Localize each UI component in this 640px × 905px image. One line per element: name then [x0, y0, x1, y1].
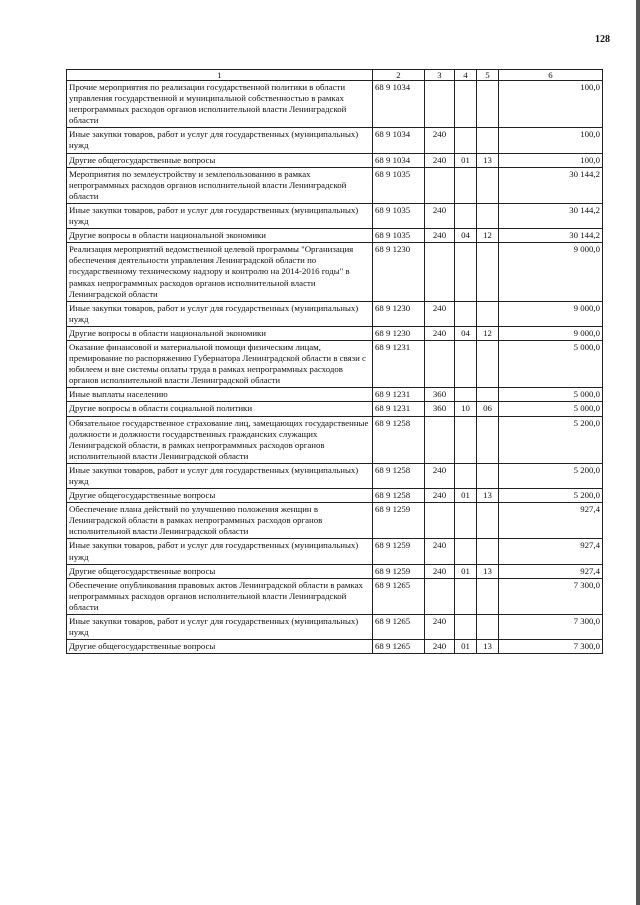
- row-amount-cell: 7 300,0: [499, 578, 603, 614]
- row-name-cell: Обязательное государственное страхование лиц, замещающих государственные должности и должности государственных гражданских служащих Ленинградской области, в рамках непрограммных расходов органов исполнительной власти Ленинградской области: [67, 416, 373, 463]
- row-subsection-cell: [477, 539, 499, 564]
- row-name-cell: Другие общегосударственные вопросы: [67, 153, 373, 167]
- scan-edge-shadow: [636, 0, 640, 905]
- row-name-cell: Мероприятия по землеустройству и землепользованию в рамках непрограммных расходов органов исполнительной власти Ленинградской области: [67, 167, 373, 203]
- row-expense-type-cell: 360: [425, 388, 455, 402]
- row-section-cell: [455, 243, 477, 301]
- table-row: [67, 615, 603, 640]
- row-amount-cell: 30 144,2: [499, 203, 603, 228]
- table-row: [67, 564, 603, 578]
- row-code-cell: 68 9 1259: [373, 564, 425, 578]
- table-row: [67, 640, 603, 654]
- row-name-cell: Иные закупки товаров, работ и услуг для государственных (муниципальных) нужд: [67, 615, 373, 640]
- row-name-cell: Иные закупки товаров, работ и услуг для государственных (муниципальных) нужд: [67, 463, 373, 488]
- row-expense-type-cell: 240: [425, 564, 455, 578]
- row-code-cell: 68 9 1231: [373, 340, 425, 387]
- row-section-cell: [455, 203, 477, 228]
- table-row: [67, 243, 603, 301]
- row-amount-cell: 927,4: [499, 564, 603, 578]
- row-expense-type-cell: 240: [425, 539, 455, 564]
- column-header: 6: [499, 70, 603, 81]
- row-section-cell: [455, 81, 477, 128]
- row-code-cell: 68 9 1259: [373, 503, 425, 539]
- table-row: [67, 388, 603, 402]
- row-amount-cell: 9 000,0: [499, 301, 603, 326]
- row-code-cell: 68 9 1258: [373, 463, 425, 488]
- row-expense-type-cell: 240: [425, 615, 455, 640]
- row-expense-type-cell: 240: [425, 463, 455, 488]
- row-code-cell: 68 9 1035: [373, 167, 425, 203]
- table-row: [67, 326, 603, 340]
- row-amount-cell: 100,0: [499, 153, 603, 167]
- column-header: 2: [373, 70, 425, 81]
- row-amount-cell: 7 300,0: [499, 640, 603, 654]
- row-code-cell: 68 9 1230: [373, 326, 425, 340]
- row-name-cell: Прочие мероприятия по реализации государственной политики в области управления государственной и муниципальной собственностью в рамках непрограммных расходов органов исполнительной власти Ленинградской области: [67, 81, 373, 128]
- row-code-cell: 68 9 1230: [373, 243, 425, 301]
- row-amount-cell: 30 144,2: [499, 229, 603, 243]
- row-section-cell: [455, 340, 477, 387]
- row-subsection-cell: 06: [477, 402, 499, 416]
- row-subsection-cell: [477, 203, 499, 228]
- row-section-cell: 10: [455, 402, 477, 416]
- row-code-cell: 68 9 1035: [373, 229, 425, 243]
- row-code-cell: 68 9 1034: [373, 153, 425, 167]
- row-subsection-cell: [477, 503, 499, 539]
- row-code-cell: 68 9 1034: [373, 128, 425, 153]
- row-subsection-cell: [477, 167, 499, 203]
- budget-table: [66, 69, 603, 654]
- table-row: [67, 463, 603, 488]
- row-code-cell: 68 9 1034: [373, 81, 425, 128]
- row-name-cell: Обеспечение плана действий по улучшению положения женщин в Ленинградской области в рамках непрограммных расходов органов исполнительной власти Ленинградской области: [67, 503, 373, 539]
- row-amount-cell: 5 000,0: [499, 402, 603, 416]
- row-amount-cell: 100,0: [499, 128, 603, 153]
- row-code-cell: 68 9 1258: [373, 416, 425, 463]
- row-name-cell: Иные выплаты населению: [67, 388, 373, 402]
- table-row: [67, 128, 603, 153]
- row-name-cell: Обеспечение опубликования правовых актов Ленинградской области в рамках непрограммных расходов органов исполнительной власти Ленинградской области: [67, 578, 373, 614]
- row-section-cell: 01: [455, 153, 477, 167]
- table-row: [67, 167, 603, 203]
- row-expense-type-cell: [425, 167, 455, 203]
- row-amount-cell: 9 000,0: [499, 243, 603, 301]
- row-section-cell: 01: [455, 489, 477, 503]
- row-expense-type-cell: 240: [425, 326, 455, 340]
- row-expense-type-cell: 360: [425, 402, 455, 416]
- row-subsection-cell: 12: [477, 326, 499, 340]
- table-row: [67, 81, 603, 128]
- row-name-cell: Реализация мероприятий ведомственной целевой программы "Организация обеспечения деятельности управления Ленинградской области по государственному техническому надзору и контролю на 2014-2016 годы" в рамках непрограммных расходов органов исполнительной власти Ленинградской области: [67, 243, 373, 301]
- row-section-cell: 04: [455, 326, 477, 340]
- table-row: [67, 402, 603, 416]
- row-expense-type-cell: 240: [425, 301, 455, 326]
- row-subsection-cell: 13: [477, 640, 499, 654]
- row-expense-type-cell: 240: [425, 640, 455, 654]
- row-amount-cell: 5 000,0: [499, 340, 603, 387]
- row-name-cell: Другие вопросы в области национальной экономики: [67, 326, 373, 340]
- row-name-cell: Иные закупки товаров, работ и услуг для государственных (муниципальных) нужд: [67, 128, 373, 153]
- row-name-cell: Иные закупки товаров, работ и услуг для государственных (муниципальных) нужд: [67, 203, 373, 228]
- row-name-cell: Другие общегосударственные вопросы: [67, 564, 373, 578]
- row-code-cell: 68 9 1035: [373, 203, 425, 228]
- row-amount-cell: 100,0: [499, 81, 603, 128]
- row-subsection-cell: 13: [477, 564, 499, 578]
- row-section-cell: 01: [455, 640, 477, 654]
- row-name-cell: Иные закупки товаров, работ и услуг для государственных (муниципальных) нужд: [67, 539, 373, 564]
- row-code-cell: 68 9 1258: [373, 489, 425, 503]
- table-row: [67, 301, 603, 326]
- row-subsection-cell: [477, 128, 499, 153]
- row-subsection-cell: [477, 388, 499, 402]
- table-row: [67, 578, 603, 614]
- table-row: [67, 229, 603, 243]
- table-row: [67, 340, 603, 387]
- table-row: [67, 203, 603, 228]
- row-amount-cell: 9 000,0: [499, 326, 603, 340]
- row-subsection-cell: [477, 301, 499, 326]
- row-code-cell: 68 9 1230: [373, 301, 425, 326]
- row-subsection-cell: 13: [477, 489, 499, 503]
- row-amount-cell: 5 200,0: [499, 463, 603, 488]
- row-amount-cell: 30 144,2: [499, 167, 603, 203]
- row-section-cell: [455, 301, 477, 326]
- row-amount-cell: 5 000,0: [499, 388, 603, 402]
- row-subsection-cell: [477, 243, 499, 301]
- table-row: [67, 489, 603, 503]
- row-expense-type-cell: 240: [425, 229, 455, 243]
- row-section-cell: [455, 539, 477, 564]
- row-subsection-cell: [477, 81, 499, 128]
- row-expense-type-cell: 240: [425, 153, 455, 167]
- row-expense-type-cell: [425, 81, 455, 128]
- row-amount-cell: 7 300,0: [499, 615, 603, 640]
- row-section-cell: [455, 416, 477, 463]
- row-name-cell: Иные закупки товаров, работ и услуг для государственных (муниципальных) нужд: [67, 301, 373, 326]
- row-expense-type-cell: 240: [425, 203, 455, 228]
- row-subsection-cell: [477, 416, 499, 463]
- row-code-cell: 68 9 1265: [373, 640, 425, 654]
- row-code-cell: 68 9 1265: [373, 615, 425, 640]
- row-subsection-cell: 12: [477, 229, 499, 243]
- row-expense-type-cell: [425, 578, 455, 614]
- row-subsection-cell: [477, 463, 499, 488]
- column-header: 4: [455, 70, 477, 81]
- table-row: [67, 153, 603, 167]
- table-row: [67, 503, 603, 539]
- row-name-cell: Другие общегосударственные вопросы: [67, 640, 373, 654]
- row-expense-type-cell: [425, 243, 455, 301]
- column-header: 1: [67, 70, 373, 81]
- row-code-cell: 68 9 1231: [373, 388, 425, 402]
- column-header: 5: [477, 70, 499, 81]
- row-expense-type-cell: [425, 340, 455, 387]
- row-subsection-cell: 13: [477, 153, 499, 167]
- row-section-cell: [455, 578, 477, 614]
- table-row: [67, 416, 603, 463]
- row-amount-cell: 927,4: [499, 503, 603, 539]
- row-amount-cell: 5 200,0: [499, 489, 603, 503]
- row-expense-type-cell: [425, 503, 455, 539]
- row-subsection-cell: [477, 340, 499, 387]
- page-number: 128: [595, 34, 610, 45]
- row-section-cell: [455, 615, 477, 640]
- row-section-cell: 01: [455, 564, 477, 578]
- row-code-cell: 68 9 1231: [373, 402, 425, 416]
- table-row: [67, 539, 603, 564]
- row-expense-type-cell: 240: [425, 128, 455, 153]
- row-amount-cell: 5 200,0: [499, 416, 603, 463]
- row-name-cell: Оказание финансовой и материальной помощи физическим лицам, премирование по распоряжению Губернатора Ленинградской области в связи с юбилеем и вне системы оплаты труда в рамках непрограммных расходов органов исполнительной власти Ленинградской области: [67, 340, 373, 387]
- row-name-cell: Другие вопросы в области социальной политики: [67, 402, 373, 416]
- row-section-cell: [455, 463, 477, 488]
- row-amount-cell: 927,4: [499, 539, 603, 564]
- row-section-cell: [455, 503, 477, 539]
- row-expense-type-cell: 240: [425, 489, 455, 503]
- row-code-cell: 68 9 1265: [373, 578, 425, 614]
- row-name-cell: Другие общегосударственные вопросы: [67, 489, 373, 503]
- row-subsection-cell: [477, 578, 499, 614]
- row-expense-type-cell: [425, 416, 455, 463]
- row-code-cell: 68 9 1259: [373, 539, 425, 564]
- row-section-cell: [455, 388, 477, 402]
- row-name-cell: Другие вопросы в области национальной экономики: [67, 229, 373, 243]
- row-section-cell: [455, 128, 477, 153]
- header-row: [67, 70, 603, 81]
- row-subsection-cell: [477, 615, 499, 640]
- row-section-cell: [455, 167, 477, 203]
- row-section-cell: 04: [455, 229, 477, 243]
- column-header: 3: [425, 70, 455, 81]
